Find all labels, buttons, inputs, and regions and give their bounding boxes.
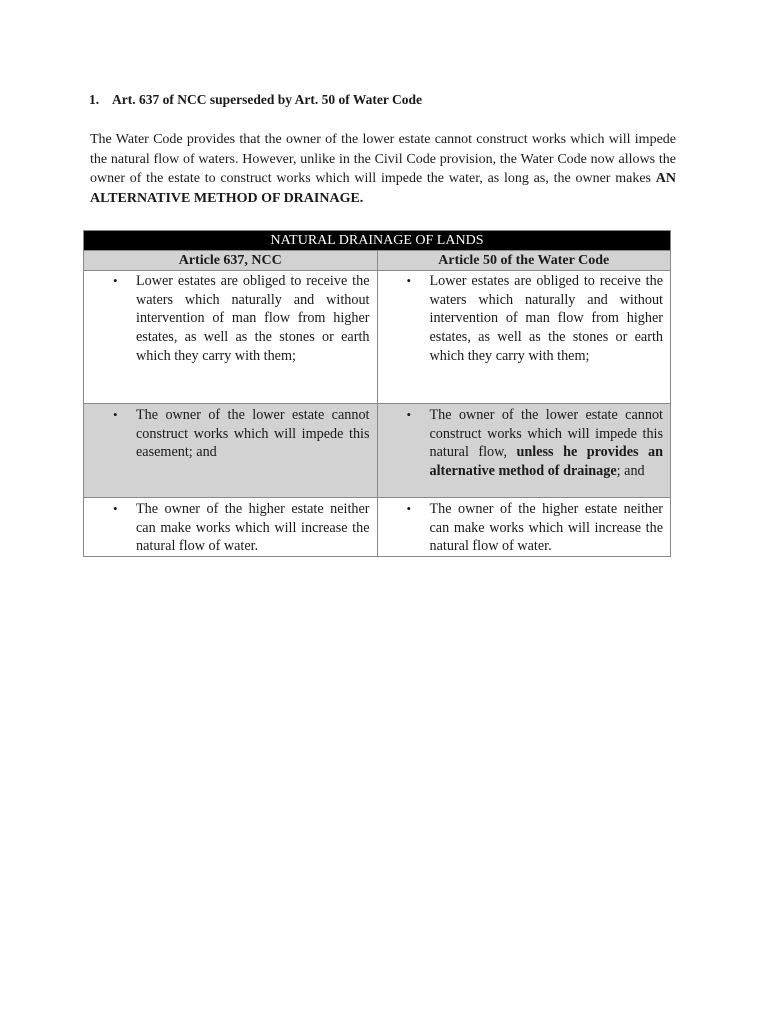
- bullet-icon: •: [113, 273, 118, 288]
- cell-text: Lower estates are obliged to receive the waters which naturally and without intervention of man flow from higher estates, as well as the stones or earth which they carry with them;: [136, 273, 370, 364]
- cell-text: The owner of the higher estate neither can make works which will increase the natural flow of water.: [136, 501, 370, 555]
- cell-text: Lower estates are obliged to receive the waters which naturally and without intervention of man flow from higher estates, as well as the stones or earth which they carry with them;: [429, 273, 663, 364]
- cell-text: The owner of the lower estate cannot construct works which will impede this natural flow,: [429, 407, 663, 461]
- bullet-icon: •: [406, 501, 412, 516]
- table-cell: [84, 271, 378, 404]
- table-cell: [377, 498, 671, 557]
- intro-paragraph: [90, 130, 676, 208]
- bullet-icon: •: [406, 407, 412, 422]
- table-row: [84, 271, 671, 404]
- bullet-icon: •: [113, 501, 118, 516]
- section-number: 1.: [89, 92, 100, 107]
- intro-text: The Water Code provides that the owner of the lower estate cannot construct works which will impede the natural flow of waters. However, unlike in the Civil Code provision, the Water Code now allows the owner of the estate to construct works which will impede the water, as long as, the owner makes: [90, 132, 676, 186]
- bullet-icon: •: [406, 273, 412, 288]
- column-header-ncc: Article 637, NCC: [84, 251, 378, 271]
- table-row: [84, 498, 671, 557]
- section-heading: [89, 92, 422, 108]
- table-cell: [377, 271, 671, 404]
- table-header-row: [84, 251, 671, 271]
- section-title: Art. 637 of NCC superseded by Art. 50 of Water Code: [112, 92, 422, 107]
- table-title: NATURAL DRAINAGE OF LANDS: [84, 231, 671, 251]
- comparison-table: [83, 230, 671, 557]
- table-row: [84, 404, 671, 498]
- table-title-row: [84, 231, 671, 251]
- table-cell: [377, 404, 671, 498]
- cell-text-tail: ; and: [616, 463, 645, 480]
- cell-text-bold: unless he provides an alternative method of drainage: [429, 444, 663, 480]
- cell-text: The owner of the lower estate cannot construct works which will impede this easement; and: [136, 407, 370, 461]
- table-cell: [84, 404, 378, 498]
- cell-text: The owner of the higher estate neither can make works which will increase the natural flow of water.: [429, 501, 663, 555]
- bullet-icon: •: [113, 407, 118, 422]
- intro-emphasis: AN ALTERNATIVE METHOD OF DRAINAGE.: [90, 171, 676, 206]
- table-cell: [84, 498, 378, 557]
- column-header-water-code: Article 50 of the Water Code: [377, 251, 671, 271]
